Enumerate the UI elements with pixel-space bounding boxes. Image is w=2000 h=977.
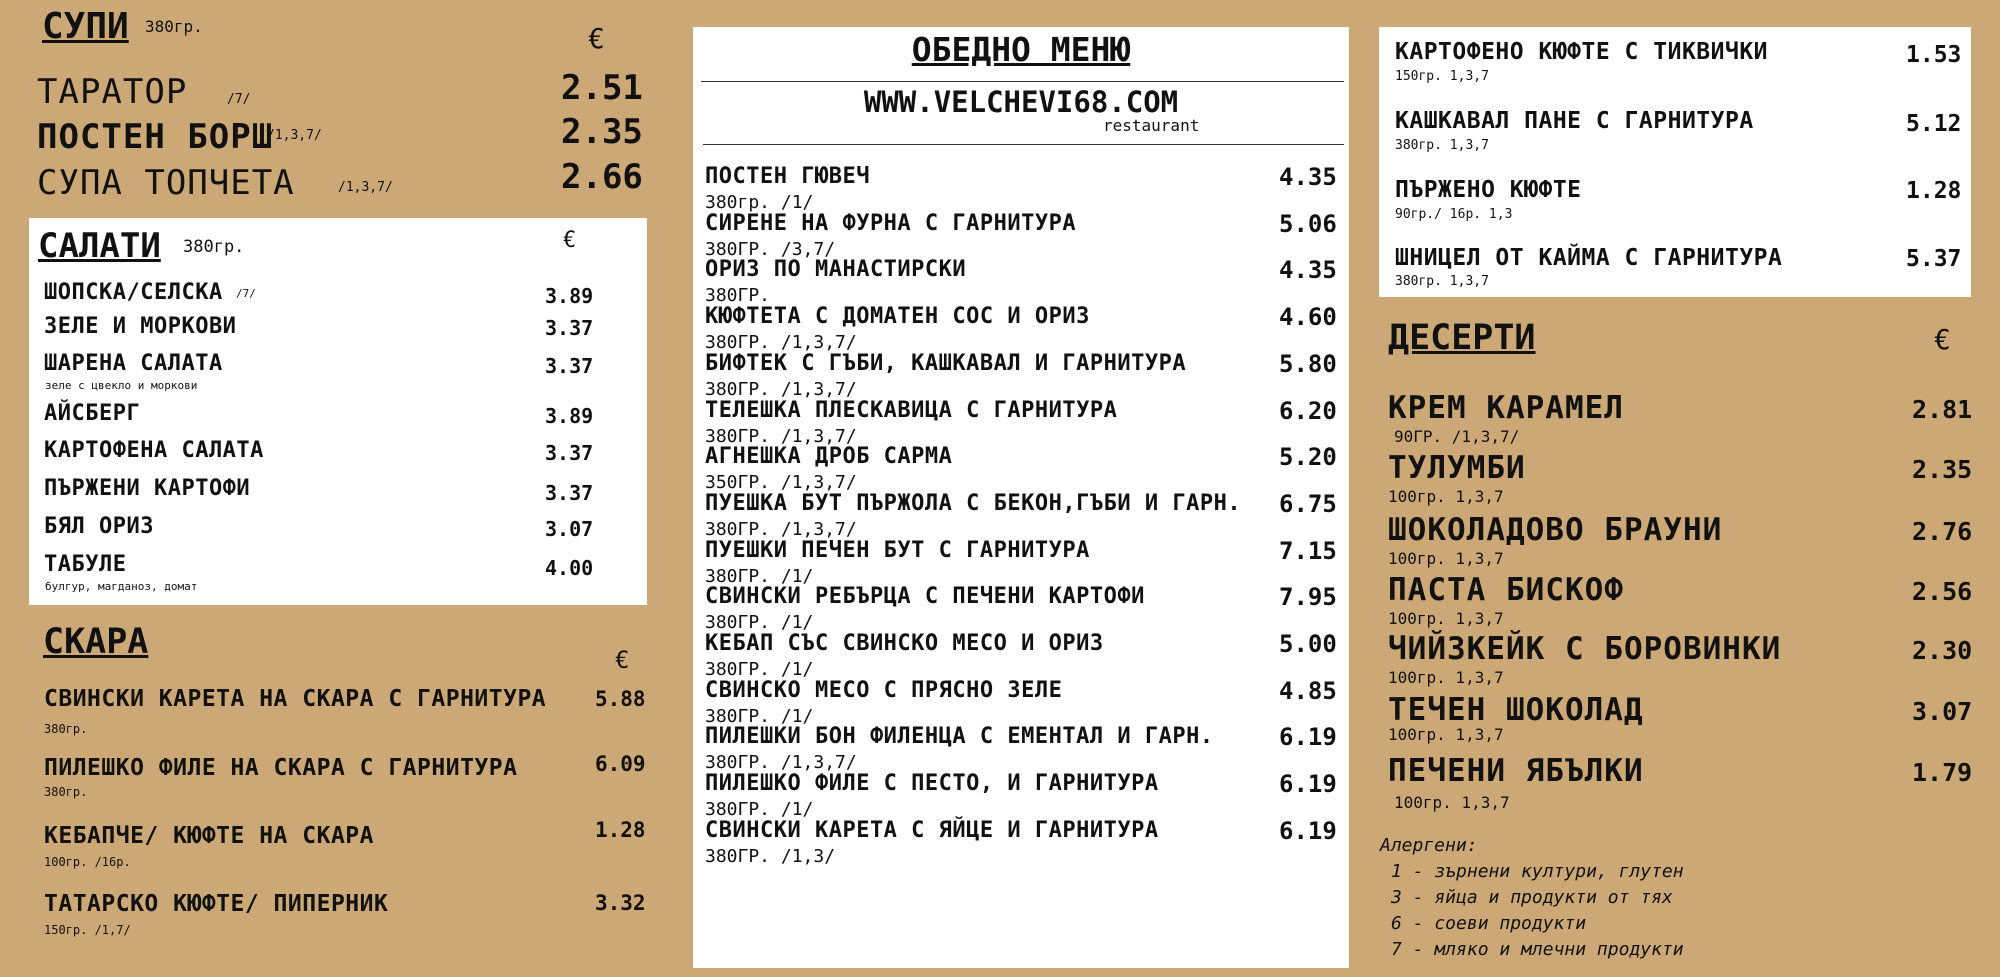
salad-item-name: ШАРЕНА САЛАТА [44,351,223,376]
dish-price: 1.28 [1906,178,1962,204]
dessert-item-note: 100гр. 1,3,7 [1394,793,1510,812]
lunch-item-price: 5.06 [1279,209,1337,238]
dish-price: 1.53 [1906,42,1962,68]
lunch-item-name: БИФТЕК С ГЪБИ, КАШКАВАЛ И ГАРНИТУРА [705,350,1187,376]
dessert-item-name: ПАСТА БИСКОФ [1388,572,1624,608]
desserts-currency: € [1934,323,1951,356]
lunch-title: ОБЕДНО МЕНЮ [911,30,1131,69]
salad-item-note: зеле с цвекло и моркови [45,379,198,392]
lunch-item-name: СВИНСКО МЕСО С ПРЯСНО ЗЕЛЕ [705,677,1063,703]
dish-note: 90гр./ 16р. 1,3 [1395,207,1513,222]
salads-currency: € [563,228,577,253]
grill-item-name: КЕБАПЧЕ/ КЮФТЕ НА СКАРА [44,823,374,849]
lunch-item-price: 6.19 [1279,816,1337,845]
salad-item-price: 3.37 [545,354,594,378]
dessert-item-name: ТЕЧЕН ШОКОЛАД [1388,692,1644,728]
soup-item-price: 2.51 [561,68,643,108]
lunch-item-name: СИРЕНЕ НА ФУРНА С ГАРНИТУРА [705,210,1077,236]
lunch-item-name: СВИНСКИ РЕБЪРЦА С ПЕЧЕНИ КАРТОФИ [705,584,1145,610]
salad-item-name: ТАБУЛЕ [44,552,127,577]
lunch-item-price: 5.20 [1279,443,1337,472]
salad-item-name: АЙСБЕРГ [44,401,141,426]
lunch-item-name: ОРИЗ ПО МАНАСТИРСКИ [705,257,967,283]
dessert-item-price: 2.81 [1912,395,1973,424]
dish-name: ПЪРЖЕНО КЮФТЕ [1395,177,1582,203]
divider [703,144,1344,145]
salad-item-allergens: /7/ [236,287,256,300]
lunch-item-note: 380ГР. /1/ [705,659,814,680]
dish-price: 5.12 [1906,111,1962,137]
salads-portion: 380гр. [183,237,245,257]
allergen-item: 1 - зърнени култури, глутен [1391,861,1684,882]
dessert-item-note: 100гр. 1,3,7 [1388,668,1504,687]
salad-item-price: 3.89 [545,404,594,428]
salad-item-name: КАРТОФЕНА САЛАТА [44,438,264,463]
lunch-item-name: ПУЕШКИ ПЕЧЕН БУТ С ГАРНИТУРА [705,537,1090,563]
lunch-item-note: 380ГР. /1,3,7/ [705,425,857,447]
dessert-item-note: 100гр. 1,3,7 [1388,487,1504,506]
lunch-item-name: КЕБАП СЪС СВИНСКО МЕСО И ОРИЗ [705,631,1104,656]
dessert-item-name: КРЕМ КАРАМЕЛ [1388,390,1624,426]
salad-item-price: 4.00 [545,556,594,580]
website: WWW.VELCHEVI68.COM [863,85,1179,119]
lunch-item-note: 380ГР. /3,7/ [705,238,836,260]
lunch-item-note: 380ГР. /1,3,7/ [705,752,857,774]
lunch-item-note: 380ГР. /1/ [705,565,814,587]
lunch-item-price: 4.60 [1279,303,1337,332]
salad-item-name: ПЪРЖЕНИ КАРТОФИ [44,476,251,501]
dessert-item-price: 3.07 [1912,697,1973,726]
desserts-title: ДЕСЕРТИ [1388,318,1536,358]
lunch-item-price: 5.80 [1279,349,1337,378]
lunch-item-note: 380ГР. /1/ [705,612,814,634]
soups-currency: € [588,22,605,55]
grill-title: СКАРА [43,622,149,662]
lunch-item-note: 380ГР. /1,3,7/ [705,518,857,540]
dish-note: 380гр. 1,3,7 [1395,138,1489,153]
grill-item-price: 1.28 [595,818,646,842]
grill-item-note: 380гр. [44,785,88,799]
lunch-item-price: 6.19 [1279,770,1337,799]
lunch-item-price: 7.15 [1279,536,1337,565]
dish-note: 150гр. 1,3,7 [1395,69,1489,84]
grill-item-price: 3.32 [595,891,646,915]
lunch-item-price: 5.00 [1279,630,1337,658]
salad-item-price: 3.37 [545,316,594,340]
grill-currency: € [615,646,630,674]
dessert-item-note: 100гр. 1,3,7 [1388,725,1504,744]
lunch-item-price: 7.95 [1279,583,1337,612]
salad-item-name: БЯЛ ОРИЗ [44,514,154,539]
lunch-item-note: 380ГР. /1,3,7/ [705,378,857,400]
dessert-item-note: 100гр. 1,3,7 [1388,609,1504,628]
dish-name: КАШКАВАЛ ПАНЕ С ГАРНИТУРА [1395,108,1754,134]
soup-item-price: 2.66 [561,157,643,197]
grill-item-note: 150гр. /1,7/ [44,923,131,937]
lunch-menu-panel [693,27,1349,968]
dessert-item-name: ТУЛУМБИ [1388,450,1526,486]
salad-item-price: 3.37 [545,441,594,465]
allergens-title: Алергени: [1380,835,1478,856]
lunch-item-name: ТЕЛЕШКА ПЛЕСКАВИЦА С ГАРНИТУРА [705,397,1118,423]
dish-note: 380гр. 1,3,7 [1395,274,1489,289]
lunch-item-name: СВИНСКИ КАРЕТА С ЯЙЦЕ И ГАРНИТУРА [705,817,1159,843]
lunch-item-price: 4.85 [1279,676,1337,705]
divider [701,81,1344,82]
salad-item-price: 3.37 [545,481,594,505]
salad-item-name: ШОПСКА/СЕЛСКА [44,280,223,305]
salad-item-note: булгур, магданоз, домат [45,580,198,593]
lunch-item-price: 4.35 [1279,256,1337,285]
lunch-subtitle: restaurant [1103,116,1200,135]
lunch-item-price: 6.20 [1279,396,1337,425]
dessert-item-price: 2.56 [1912,577,1973,606]
salad-item-name: ЗЕЛЕ И МОРКОВИ [44,314,237,339]
allergen-item: 6 - соеви продукти [1391,913,1587,934]
lunch-item-name: ПУЕШКА БУТ ПЪРЖОЛА С БЕКОН,ГЪБИ И ГАРН. [705,490,1242,516]
lunch-item-price: 6.19 [1279,723,1337,752]
soups-title: СУПИ [42,6,129,47]
grill-item-note: 380гр. [44,722,88,736]
hot-dishes-panel [1379,27,1971,297]
soup-item-name: ПОСТЕН БОРШ [37,117,274,157]
lunch-item-note: 380ГР. /1/ [705,705,814,727]
lunch-item-name: ПИЛЕШКИ БОН ФИЛЕНЦА С ЕМЕНТАЛ И ГАРН. [705,724,1214,750]
allergen-item: 7 - мляко и млечни продукти [1391,939,1684,960]
dish-name: КАРТОФЕНО КЮФТЕ С ТИКВИЧКИ [1395,39,1769,65]
salads-panel [29,218,647,605]
salad-item-price: 3.89 [545,284,594,308]
lunch-item-name: ПИЛЕШКО ФИЛЕ С ПЕСТО, И ГАРНИТУРА [705,771,1159,797]
grill-item-note: 100гр. /16р. [44,855,131,869]
salad-item-price: 3.07 [545,517,594,541]
dessert-item-note: 90ГР. /1,3,7/ [1394,427,1520,446]
dessert-item-name: ПЕЧЕНИ ЯБЪЛКИ [1388,753,1644,789]
grill-item-price: 5.88 [595,687,646,711]
lunch-item-note: 380ГР. /1/ [705,799,814,821]
soup-item-allergens: /7/ [227,92,251,107]
grill-item-price: 6.09 [595,752,646,776]
soup-item-name: ТАРАТОР [37,72,188,112]
lunch-item-name: КЮФТЕТА С ДОМАТЕН СОС И ОРИЗ [705,304,1090,330]
dish-price: 5.37 [1906,246,1962,272]
grill-item-name: СВИНСКИ КАРЕТА НА СКАРА С ГАРНИТУРА [44,686,547,712]
lunch-item-note: 380ГР. [705,285,771,307]
lunch-item-name: АГНЕШКА ДРОБ САРМА [705,444,953,470]
dessert-item-note: 100гр. 1,3,7 [1388,549,1504,568]
dish-name: ШНИЦЕЛ ОТ КАЙМА С ГАРНИТУРА [1395,245,1783,271]
lunch-item-note: 350ГР. /1,3,7/ [705,472,857,494]
allergen-item: 3 - яйца и продукти от тях [1391,887,1673,908]
lunch-item-price: 6.75 [1279,489,1337,518]
dessert-item-price: 2.30 [1912,636,1973,665]
dessert-item-price: 2.35 [1912,455,1973,484]
lunch-item-note: 380ГР. /1,3/ [705,845,836,867]
lunch-item-price: 4.35 [1279,163,1337,191]
dessert-item-name: ШОКОЛАДОВО БРАУНИ [1388,512,1723,548]
dessert-item-price: 2.76 [1912,517,1973,546]
lunch-item-note: 380гр. /1/ [705,192,814,213]
lunch-item-note: 380ГР. /1,3,7/ [705,332,857,354]
lunch-item-name: ПОСТЕН ГЮВЕЧ [705,164,870,189]
dessert-item-price: 1.79 [1912,758,1973,787]
soup-item-allergens: /1,3,7/ [338,180,393,195]
dessert-item-name: ЧИЙЗКЕЙК С БОРОВИНКИ [1388,631,1782,667]
soups-portion: 380гр. [145,17,203,36]
grill-item-name: ТАТАРСКО КЮФТЕ/ ПИПЕРНИК [44,891,389,917]
soup-item-name: СУПА ТОПЧЕТА [37,163,295,203]
soup-item-price: 2.35 [561,112,643,152]
salads-title: САЛАТИ [38,226,161,266]
grill-item-name: ПИЛЕШКО ФИЛЕ НА СКАРА С ГАРНИТУРА [44,755,518,781]
soup-item-allergens: /1,3,7/ [267,128,322,143]
